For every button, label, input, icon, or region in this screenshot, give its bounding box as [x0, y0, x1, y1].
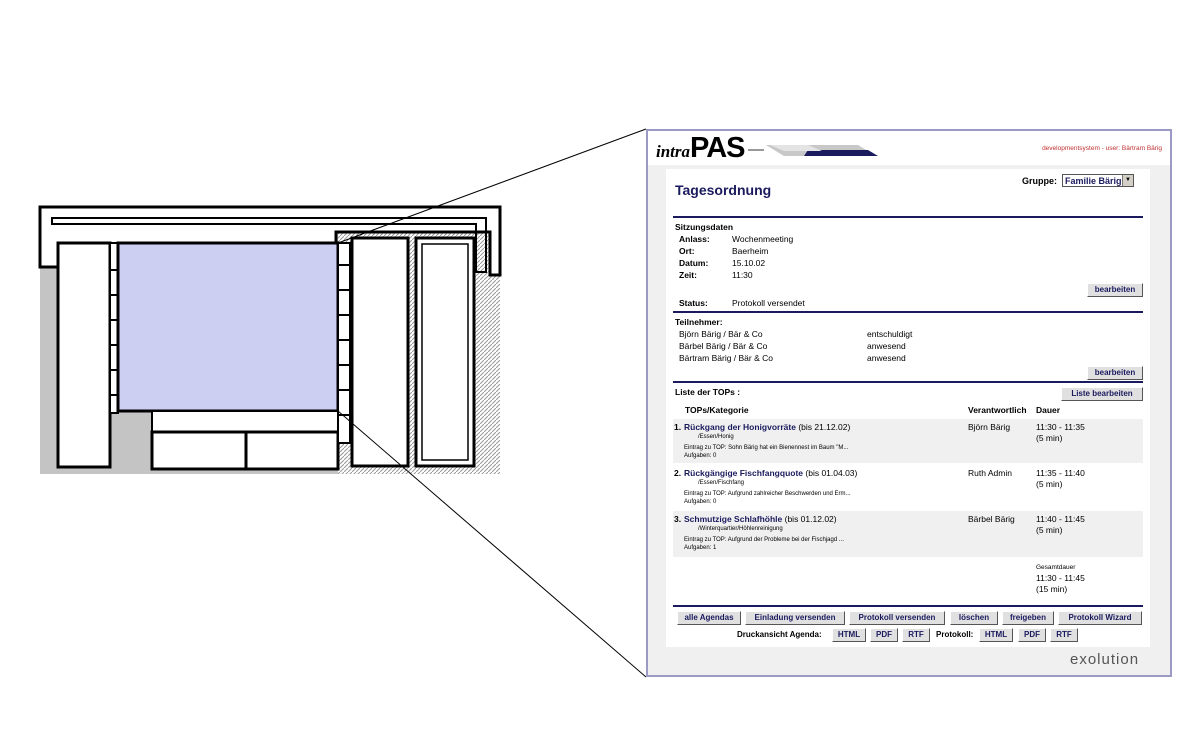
group-select[interactable]: Familie Bärig ▼ [1062, 174, 1134, 187]
edit-list-button[interactable]: Liste bearbeiten [1061, 387, 1143, 401]
top-title-link[interactable]: Schmutzige Schlafhöhle [684, 514, 783, 524]
user-info: developmentsystem - user: Bärtram Bärig [1042, 145, 1162, 152]
ort-value: Baerheim [732, 246, 769, 256]
app-window [646, 129, 1172, 677]
zeit-value: 11:30 [732, 270, 753, 280]
wireframe-right-column-2 [416, 238, 474, 466]
wireframe-lower-box [152, 411, 338, 432]
divider [673, 381, 1143, 383]
agenda-html-button[interactable]: HTML [832, 628, 866, 642]
top-entry: Eintrag zu TOP: Sohn Bärig hat ein Bienennest im Baum "M... [684, 445, 849, 451]
participant-name: Björn Bärig / Bär & Co [679, 329, 763, 339]
main-content [666, 169, 1150, 647]
send-invitation-button[interactable]: Einladung versenden [745, 611, 845, 625]
column-header-duration: Dauer [1036, 405, 1061, 415]
wireframe-right-column-1 [352, 238, 408, 466]
all-agendas-button[interactable]: alle Agendas [677, 611, 741, 625]
top-number: 2. [674, 468, 682, 478]
column-header-tops: TOPs/Kategorie [685, 405, 749, 415]
participant-status: anwesend [867, 341, 906, 351]
participant-status: entschuldigt [867, 329, 913, 339]
top-responsible: Ruth Admin [968, 468, 1012, 478]
top-category: /Winterquartier/Höhlenreinigung [698, 526, 783, 532]
divider [673, 605, 1143, 607]
protocol-pdf-button[interactable]: PDF [1018, 628, 1046, 642]
top-title-link[interactable]: Rückgängige Fischfangquote [684, 468, 804, 478]
top-category: /Essen/Fischfang [698, 480, 745, 486]
participant-status: anwesend [867, 353, 906, 363]
top-entry: Eintrag zu TOP: Aufgrund zahlreicher Beschwerden und Erm... [684, 491, 851, 497]
top-time: 11:35 - 11:40 [1036, 468, 1085, 478]
top-due-date: (bis 21.12.02) [798, 422, 851, 432]
top-time: 11:30 - 11:35 [1036, 422, 1085, 432]
top-duration: (5 min) [1036, 433, 1063, 443]
top-number: 1. [674, 422, 682, 432]
group-label: Gruppe: [1022, 176, 1057, 186]
release-button[interactable]: freigeben [1002, 611, 1054, 625]
wireframe-left-column [58, 243, 110, 467]
top-title-line [684, 514, 837, 524]
top-category: /Essen/Honig [698, 434, 734, 440]
participant-name: Bärtram Bärig / Bär & Co [679, 353, 774, 363]
section-heading-sitzung: Sitzungsdaten [675, 222, 734, 232]
top-title-link[interactable]: Rückgang der Honigvorräte [684, 422, 796, 432]
send-protocol-button[interactable]: Protokoll versenden [849, 611, 945, 625]
datum-value: 15.10.02 [732, 258, 766, 268]
top-duration: (5 min) [1036, 479, 1063, 489]
anlass-value: Wochenmeeting [732, 234, 794, 244]
status-label: Status: [679, 298, 708, 308]
table-row [673, 511, 1143, 557]
protocol-rtf-button[interactable]: RTF [1050, 628, 1078, 642]
divider [673, 216, 1143, 218]
print-agenda-label: Druckansicht Agenda: [737, 630, 822, 639]
table-row [673, 465, 1143, 509]
total-duration: (15 min) [1036, 584, 1068, 594]
top-entry: Eintrag zu TOP: Aufgrund der Probleme bei der Fischjagd ... [684, 537, 844, 543]
table-row [673, 419, 1143, 463]
top-tasks: Aufgaben: 0 [684, 499, 717, 505]
protocol-html-button[interactable]: HTML [979, 628, 1013, 642]
section-heading-tops: Liste der TOPs : [675, 387, 741, 397]
top-time: 11:40 - 11:45 [1036, 514, 1085, 524]
chevron-down-icon: ▼ [1122, 175, 1133, 186]
column-header-responsible: Verantwortlich [968, 405, 1027, 415]
edit-session-button[interactable]: bearbeiten [1087, 283, 1143, 297]
agenda-rtf-button[interactable]: RTF [902, 628, 930, 642]
top-responsible: Björn Bärig [968, 422, 1011, 432]
datum-label: Datum: [679, 258, 709, 268]
top-title-line [684, 468, 857, 478]
edit-participants-button[interactable]: bearbeiten [1087, 366, 1143, 380]
top-due-date: (bis 01.04.03) [805, 468, 858, 478]
total-time: 11:30 - 11:45 [1036, 573, 1085, 583]
divider [673, 311, 1143, 313]
total-label: Gesamtdauer [1036, 564, 1076, 571]
top-tasks: Aufgaben: 0 [684, 453, 717, 459]
section-heading-teilnehmer: Teilnehmer: [675, 317, 723, 327]
top-responsible: Bärbel Bärig [968, 514, 1015, 524]
ort-label: Ort: [679, 246, 695, 256]
exolution-logo: exolution [1070, 651, 1140, 668]
top-duration: (5 min) [1036, 525, 1063, 535]
wireframe-highlight-area [118, 243, 338, 411]
protocol-label: Protokoll: [936, 630, 974, 639]
top-due-date: (bis 01.12.02) [784, 514, 837, 524]
participant-name: Bärbel Bärig / Bär & Co [679, 341, 768, 351]
top-title-line [684, 422, 850, 432]
page-title: Tagesordnung [675, 182, 772, 198]
top-tasks: Aufgaben: 1 [684, 545, 717, 551]
intrapas-logo: intraPAS [656, 132, 745, 164]
app-header [648, 131, 1170, 165]
top-number: 3. [674, 514, 682, 524]
header-swoosh-graphic [748, 137, 888, 159]
agenda-pdf-button[interactable]: PDF [870, 628, 898, 642]
protocol-wizard-button[interactable]: Protokoll Wizard [1058, 611, 1142, 625]
status-value: Protokoll versendet [732, 298, 805, 308]
zeit-label: Zeit: [679, 270, 697, 280]
anlass-label: Anlass: [679, 234, 710, 244]
delete-button[interactable]: löschen [950, 611, 998, 625]
